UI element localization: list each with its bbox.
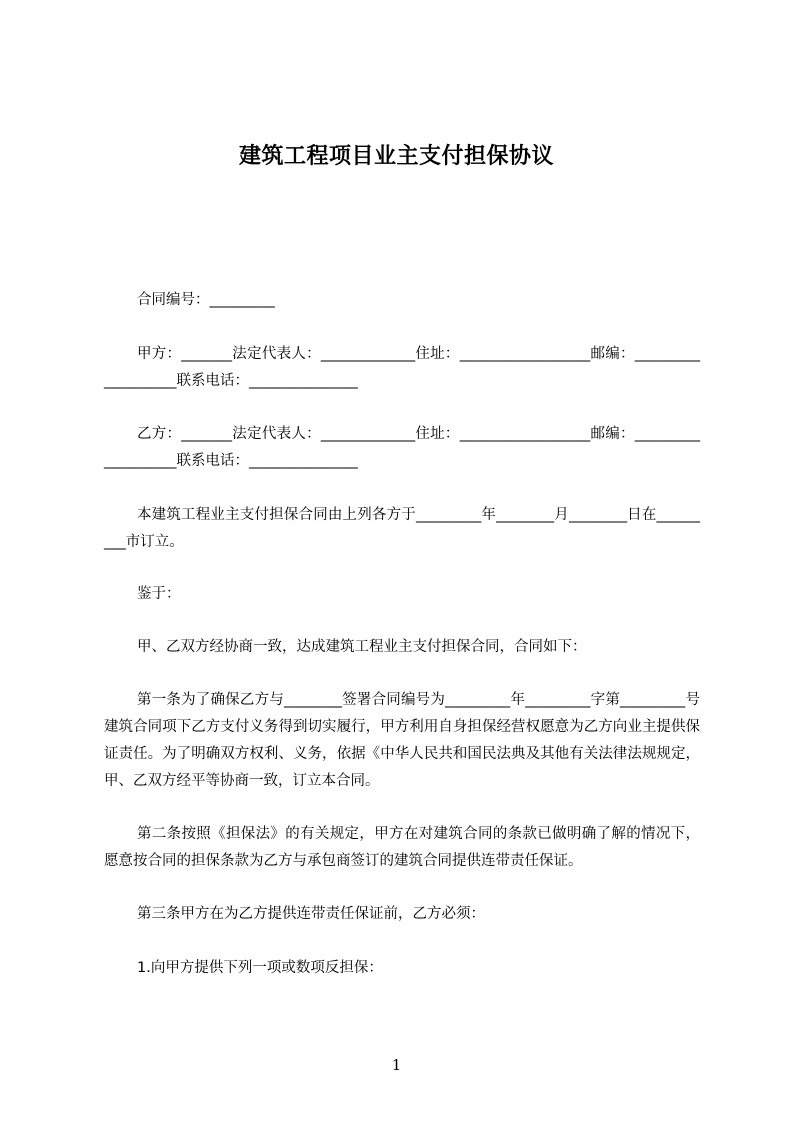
article-3-item-1: 1.向甲方提供下列一项或数项反担保： xyxy=(137,960,383,976)
whereas-heading: 鉴于： xyxy=(137,586,181,602)
article-2: 第二条按照《担保法》的有关规定，甲方在对建筑合同的条款已做明确了解的情况下，愿意按合同的担保条款为乙方与承包商签订的建筑合同提供连带责任保证。 xyxy=(104,826,700,869)
party-b-info: 乙方：_______法定代表人：_____________住址：__________________邮编：___________________联系电话：_______________ xyxy=(104,426,700,469)
agreement-intro: 甲、乙双方经协商一致，达成建筑工程业主支付担保合同，合同如下： xyxy=(137,639,587,655)
article-3: 第三条甲方在为乙方提供连带责任保证前，乙方必须： xyxy=(137,906,485,922)
article-1: 第一条为了确保乙方与________签署合同编号为_________年_________字第_________号建筑合同项下乙方支付义务得到切实履行，甲方利用自身担保经营权愿意为乙方向业主提供保证责任。为了明确双方权利、义务，依据《中华人民共和国民法典及其他有关法律法规规定，甲、乙双方经平等协商一致，订立本合同。 xyxy=(104,692,700,789)
signing-statement: 本建筑工程业主支付担保合同由上列各方于_________年________月________日在_________市订立。 xyxy=(104,507,700,550)
party-a-info: 甲方：_______法定代表人：_____________住址：__________________邮编：___________________联系电话：_______________ xyxy=(104,346,700,389)
page-number: 1 xyxy=(391,1056,402,1074)
document-title: 建筑工程项目业主支付担保协议 xyxy=(238,144,554,169)
contract-number-line: 合同编号：_________ xyxy=(137,292,275,308)
